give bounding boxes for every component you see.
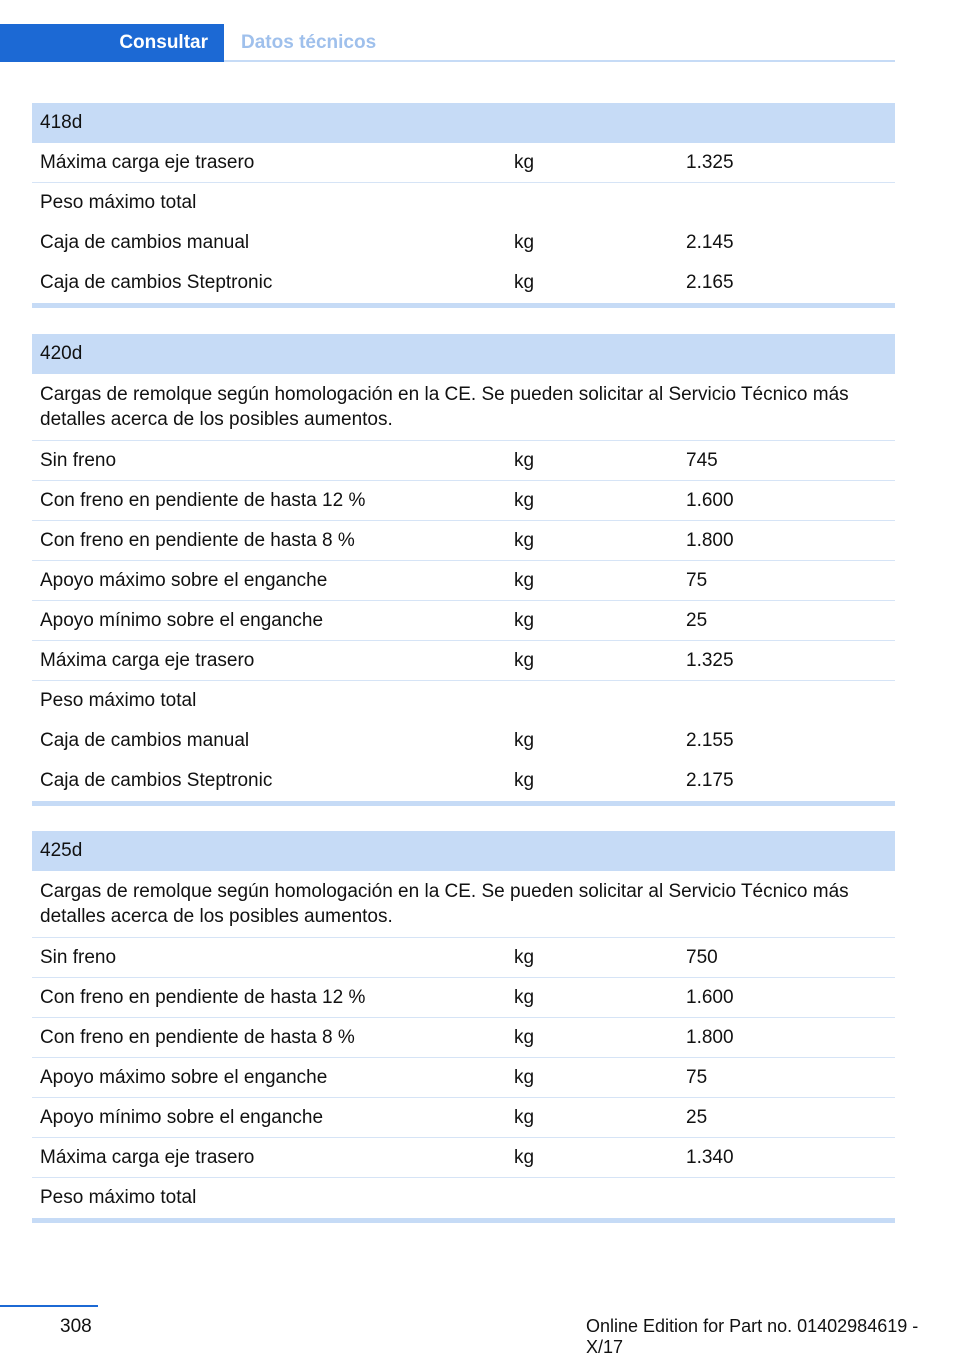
table-end-rule: [32, 303, 895, 308]
table-note: Cargas de remolque según homologación en la CE. Se pueden solicitar al Servicio Técnico más detalles acerca de los posibles aumentos.: [32, 374, 895, 441]
tab-consultar[interactable]: Consultar: [0, 24, 224, 62]
row-label: Peso máximo total: [40, 690, 197, 711]
row-value: 1.800: [686, 1026, 734, 1048]
row-value: 75: [686, 569, 708, 591]
row-unit: kg: [514, 986, 535, 1008]
row-label: Peso máximo total: [40, 192, 197, 213]
table-end-rule: [32, 1218, 895, 1223]
row-value: 1.600: [686, 489, 734, 511]
row-unit: kg: [514, 770, 535, 791]
row-value: 1.340: [686, 1146, 734, 1168]
table-row: [32, 641, 895, 681]
row-value: 2.175: [686, 770, 734, 791]
row-label: Peso máximo total: [40, 1187, 197, 1208]
row-value: 2.165: [686, 272, 734, 293]
table-420d: [32, 334, 895, 806]
row-value: 75: [686, 1066, 708, 1088]
table-row: [32, 263, 895, 303]
row-unit: kg: [514, 1106, 535, 1128]
table-row: [32, 938, 895, 978]
row-unit: kg: [514, 232, 535, 253]
row-unit: kg: [514, 730, 535, 751]
row-value: 1.325: [686, 649, 734, 671]
row-unit: kg: [514, 529, 535, 551]
table-row: [32, 721, 895, 761]
table-row: [32, 1018, 895, 1058]
table-row: [32, 1178, 895, 1218]
table-title: 418d: [32, 103, 895, 143]
table-row: [32, 601, 895, 641]
page-number: 308: [60, 1316, 92, 1337]
row-unit: kg: [514, 1026, 535, 1048]
edition-text: Online Edition for Part no. 01402984619 - X/17: [586, 1316, 919, 1357]
table-row: [32, 978, 895, 1018]
row-value: 2.155: [686, 730, 734, 751]
row-value: 1.800: [686, 529, 734, 551]
table-title: 420d: [32, 334, 895, 374]
table-row: [32, 223, 895, 263]
row-value: 25: [686, 1106, 708, 1128]
row-label: Apoyo mínimo sobre el enganche: [40, 609, 324, 631]
row-label: Caja de cambios Steptronic: [40, 770, 273, 791]
row-unit: kg: [514, 272, 535, 293]
row-label: Apoyo máximo sobre el enganche: [40, 1066, 328, 1088]
row-unit: kg: [514, 946, 535, 968]
row-value: 745: [686, 449, 718, 471]
table-row: [32, 441, 895, 481]
row-unit: kg: [514, 1146, 535, 1168]
footer-rule: [0, 1305, 98, 1307]
table-row: [32, 561, 895, 601]
table-row: [32, 521, 895, 561]
table-row: [32, 481, 895, 521]
row-value: 1.600: [686, 986, 734, 1008]
row-label: Máxima carga eje trasero: [40, 649, 255, 671]
row-value: 1.325: [686, 151, 734, 173]
table-title: 425d: [32, 831, 895, 871]
row-value: 2.145: [686, 232, 734, 253]
table-row: [32, 183, 895, 223]
row-label: Máxima carga eje trasero: [40, 1146, 255, 1168]
table-end-rule: [32, 801, 895, 806]
row-label: Caja de cambios manual: [40, 730, 250, 751]
row-unit: kg: [514, 649, 535, 671]
table-row: [32, 1098, 895, 1138]
row-label: Apoyo máximo sobre el enganche: [40, 569, 328, 591]
row-unit: kg: [514, 489, 535, 511]
row-unit: kg: [514, 151, 535, 173]
row-value: 750: [686, 946, 718, 968]
row-label: Con freno en pendiente de hasta 12 %: [40, 489, 366, 511]
row-unit: kg: [514, 569, 535, 591]
row-unit: kg: [514, 1066, 535, 1088]
table-row: [32, 1058, 895, 1098]
row-label: Sin freno: [40, 449, 117, 471]
row-label: Con freno en pendiente de hasta 8 %: [40, 529, 355, 551]
tab-datos-tecnicos[interactable]: Datos técnicos: [241, 32, 377, 53]
row-unit: kg: [514, 609, 535, 631]
table-row: [32, 1138, 895, 1178]
row-label: Caja de cambios manual: [40, 232, 250, 253]
row-label: Sin freno: [40, 946, 117, 968]
table-425d: [32, 831, 895, 1223]
row-label: Caja de cambios Steptronic: [40, 272, 273, 293]
row-label: Con freno en pendiente de hasta 8 %: [40, 1026, 355, 1048]
row-unit: kg: [514, 449, 535, 471]
table-row: [32, 143, 895, 183]
header-tabs: [0, 24, 895, 62]
row-label: Con freno en pendiente de hasta 12 %: [40, 986, 366, 1008]
row-label: Máxima carga eje trasero: [40, 151, 255, 173]
table-418d: [32, 103, 895, 308]
row-value: 25: [686, 609, 708, 631]
table-row: [32, 761, 895, 801]
table-note: Cargas de remolque según homologación en la CE. Se pueden solicitar al Servicio Técnico más detalles acerca de los posibles aumentos.: [32, 871, 895, 938]
table-row: [32, 681, 895, 721]
header-divider: [224, 60, 895, 62]
row-label: Apoyo mínimo sobre el enganche: [40, 1106, 324, 1128]
